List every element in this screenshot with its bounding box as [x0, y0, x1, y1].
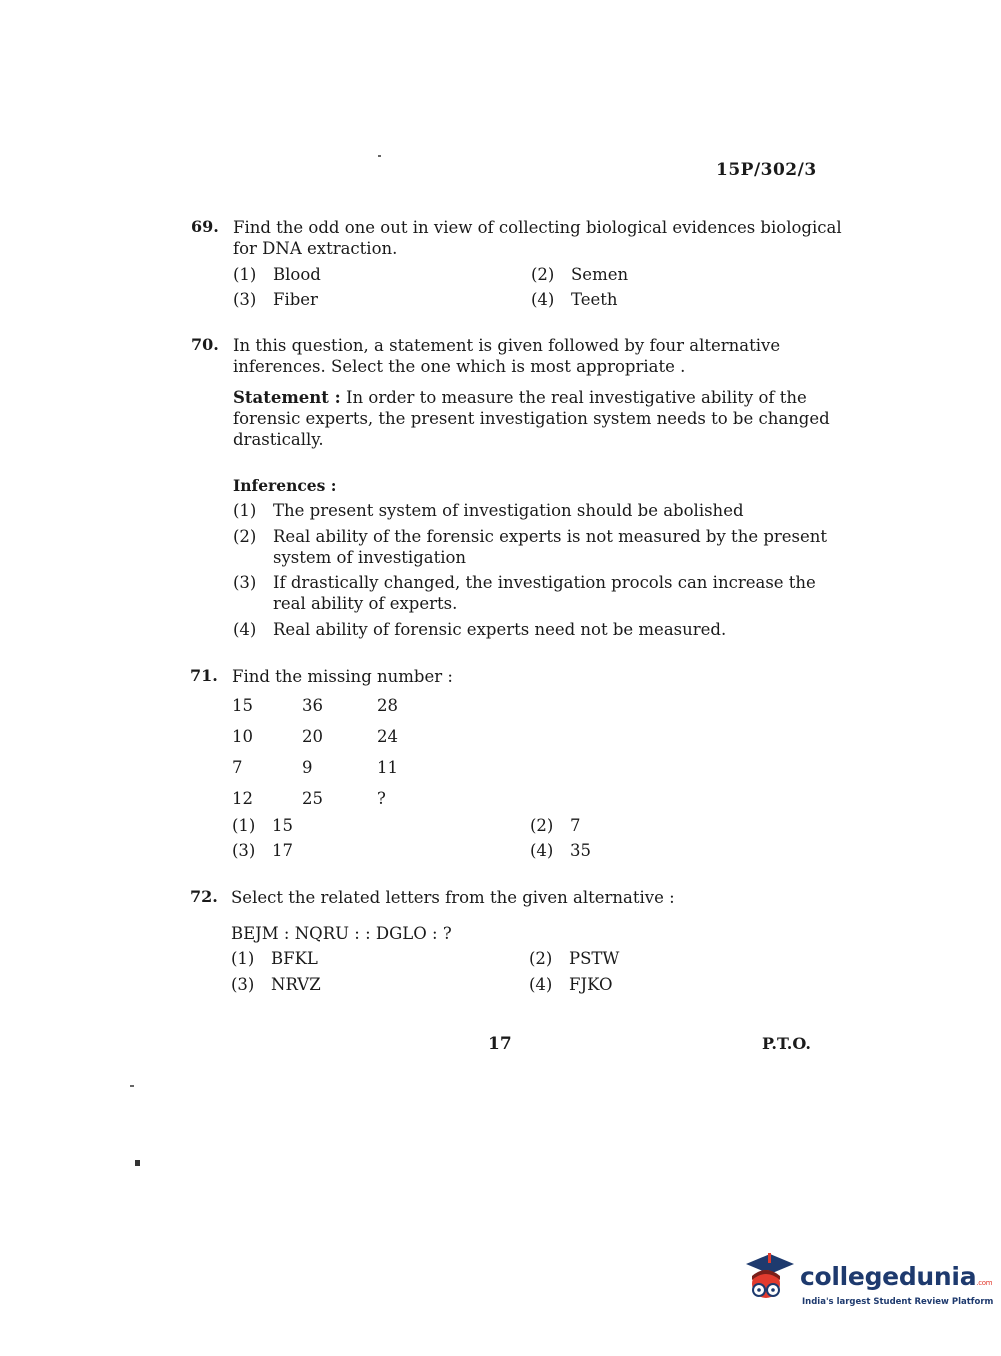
page-number: 17 — [488, 1034, 512, 1054]
logo-wordmark — [800, 1262, 992, 1291]
option-item — [233, 264, 321, 285]
option-number: (4) — [529, 975, 553, 994]
scan-mark — [378, 155, 381, 157]
inference-item — [233, 526, 827, 547]
inference-text: Real ability of forensic experts need not be measured. — [273, 620, 727, 639]
inference-number: (3) — [233, 573, 257, 592]
option-label: 35 — [570, 841, 591, 860]
grid-cell: 25 — [302, 789, 323, 808]
scan-mark — [130, 1085, 134, 1087]
grid-cell: 10 — [232, 727, 253, 746]
option-label: Fiber — [273, 290, 318, 309]
inference-item — [233, 572, 816, 593]
option-label: Blood — [273, 265, 321, 284]
option-label: 7 — [570, 816, 581, 835]
option-number: (4) — [530, 841, 554, 860]
option-label: 15 — [272, 816, 293, 835]
option-number: (3) — [232, 841, 256, 860]
question-text: inferences. Select the one which is most appropriate . — [233, 357, 686, 376]
option-item — [529, 974, 612, 995]
inference-number: (4) — [233, 620, 257, 639]
option-number: (2) — [529, 949, 553, 968]
inference-text: Real ability of the forensic experts is not measured by the present — [273, 527, 828, 546]
question-text: In this question, a statement is given followed by four alternative — [233, 336, 781, 355]
option-label: Teeth — [571, 290, 618, 309]
option-item — [531, 264, 628, 285]
grid-cell: ? — [377, 789, 386, 808]
grid-cell: 12 — [232, 789, 253, 808]
option-label: FJKO — [569, 975, 613, 994]
option-label: PSTW — [569, 949, 620, 968]
statement-line — [233, 387, 807, 408]
question-number: 71. — [190, 666, 218, 685]
statement-label: Statement : — [233, 388, 341, 407]
option-item — [232, 815, 293, 836]
option-item — [231, 974, 321, 995]
option-item — [531, 289, 618, 310]
option-item — [233, 289, 318, 310]
statement-text: In order to measure the real investigative ability of the — [346, 388, 807, 407]
question-text: Find the missing number : — [232, 667, 453, 686]
paper-code: 15P/302/3 — [716, 160, 817, 180]
logo-tagline: India's largest Student Review Platform — [802, 1297, 994, 1307]
grid-cell: 20 — [302, 727, 323, 746]
grid-cell: 36 — [302, 696, 323, 715]
inference-item — [233, 500, 744, 521]
inference-text: If drastically changed, the investigation procols can increase the — [273, 573, 816, 592]
option-item — [529, 948, 619, 969]
statement-text: forensic experts, the present investigation system needs to be changed — [233, 409, 830, 428]
option-item — [530, 840, 591, 861]
logo-suffix: .com — [976, 1279, 993, 1287]
pto-label: P.T.O. — [762, 1034, 811, 1053]
option-item — [530, 815, 581, 836]
option-item — [231, 948, 318, 969]
option-label: NRVZ — [271, 975, 321, 994]
option-label: 17 — [272, 841, 293, 860]
option-label: BFKL — [271, 949, 318, 968]
option-number: (2) — [531, 265, 555, 284]
inference-text: real ability of experts. — [273, 594, 458, 613]
option-label: Semen — [571, 265, 629, 284]
inference-item — [233, 619, 726, 640]
grid-cell: 9 — [302, 758, 313, 777]
option-item — [232, 840, 293, 861]
option-number: (1) — [233, 265, 257, 284]
grid-cell: 15 — [232, 696, 253, 715]
grid-cell: 24 — [377, 727, 398, 746]
inferences-label: Inferences : — [233, 476, 337, 495]
grid-cell: 7 — [232, 758, 243, 777]
inference-number: (2) — [233, 527, 257, 546]
option-number: (2) — [530, 816, 554, 835]
question-text: Find the odd one out in view of collecting biological evidences biological — [233, 218, 842, 237]
question-text: for DNA extraction. — [233, 239, 398, 258]
option-number: (1) — [231, 949, 255, 968]
scan-mark — [135, 1160, 140, 1166]
question-number: 72. — [190, 887, 218, 906]
grid-cell: 11 — [377, 758, 398, 777]
inference-text: The present system of investigation should be abolished — [273, 501, 744, 520]
logo-name: collegedunia — [800, 1262, 977, 1291]
grid-cell: 28 — [377, 696, 398, 715]
inference-text: system of investigation — [273, 548, 467, 567]
option-number: (3) — [231, 975, 255, 994]
inference-number: (1) — [233, 501, 257, 520]
question-text: Select the related letters from the given alternative : — [231, 888, 675, 907]
collegedunia-mascot-icon — [740, 1250, 796, 1310]
option-number: (1) — [232, 816, 256, 835]
question-number: 69. — [191, 217, 219, 236]
analogy-text: BEJM : NQRU : : DGLO : ? — [231, 924, 452, 943]
option-number: (3) — [233, 290, 257, 309]
question-number: 70. — [191, 335, 219, 354]
option-number: (4) — [531, 290, 555, 309]
statement-text: drastically. — [233, 430, 324, 449]
